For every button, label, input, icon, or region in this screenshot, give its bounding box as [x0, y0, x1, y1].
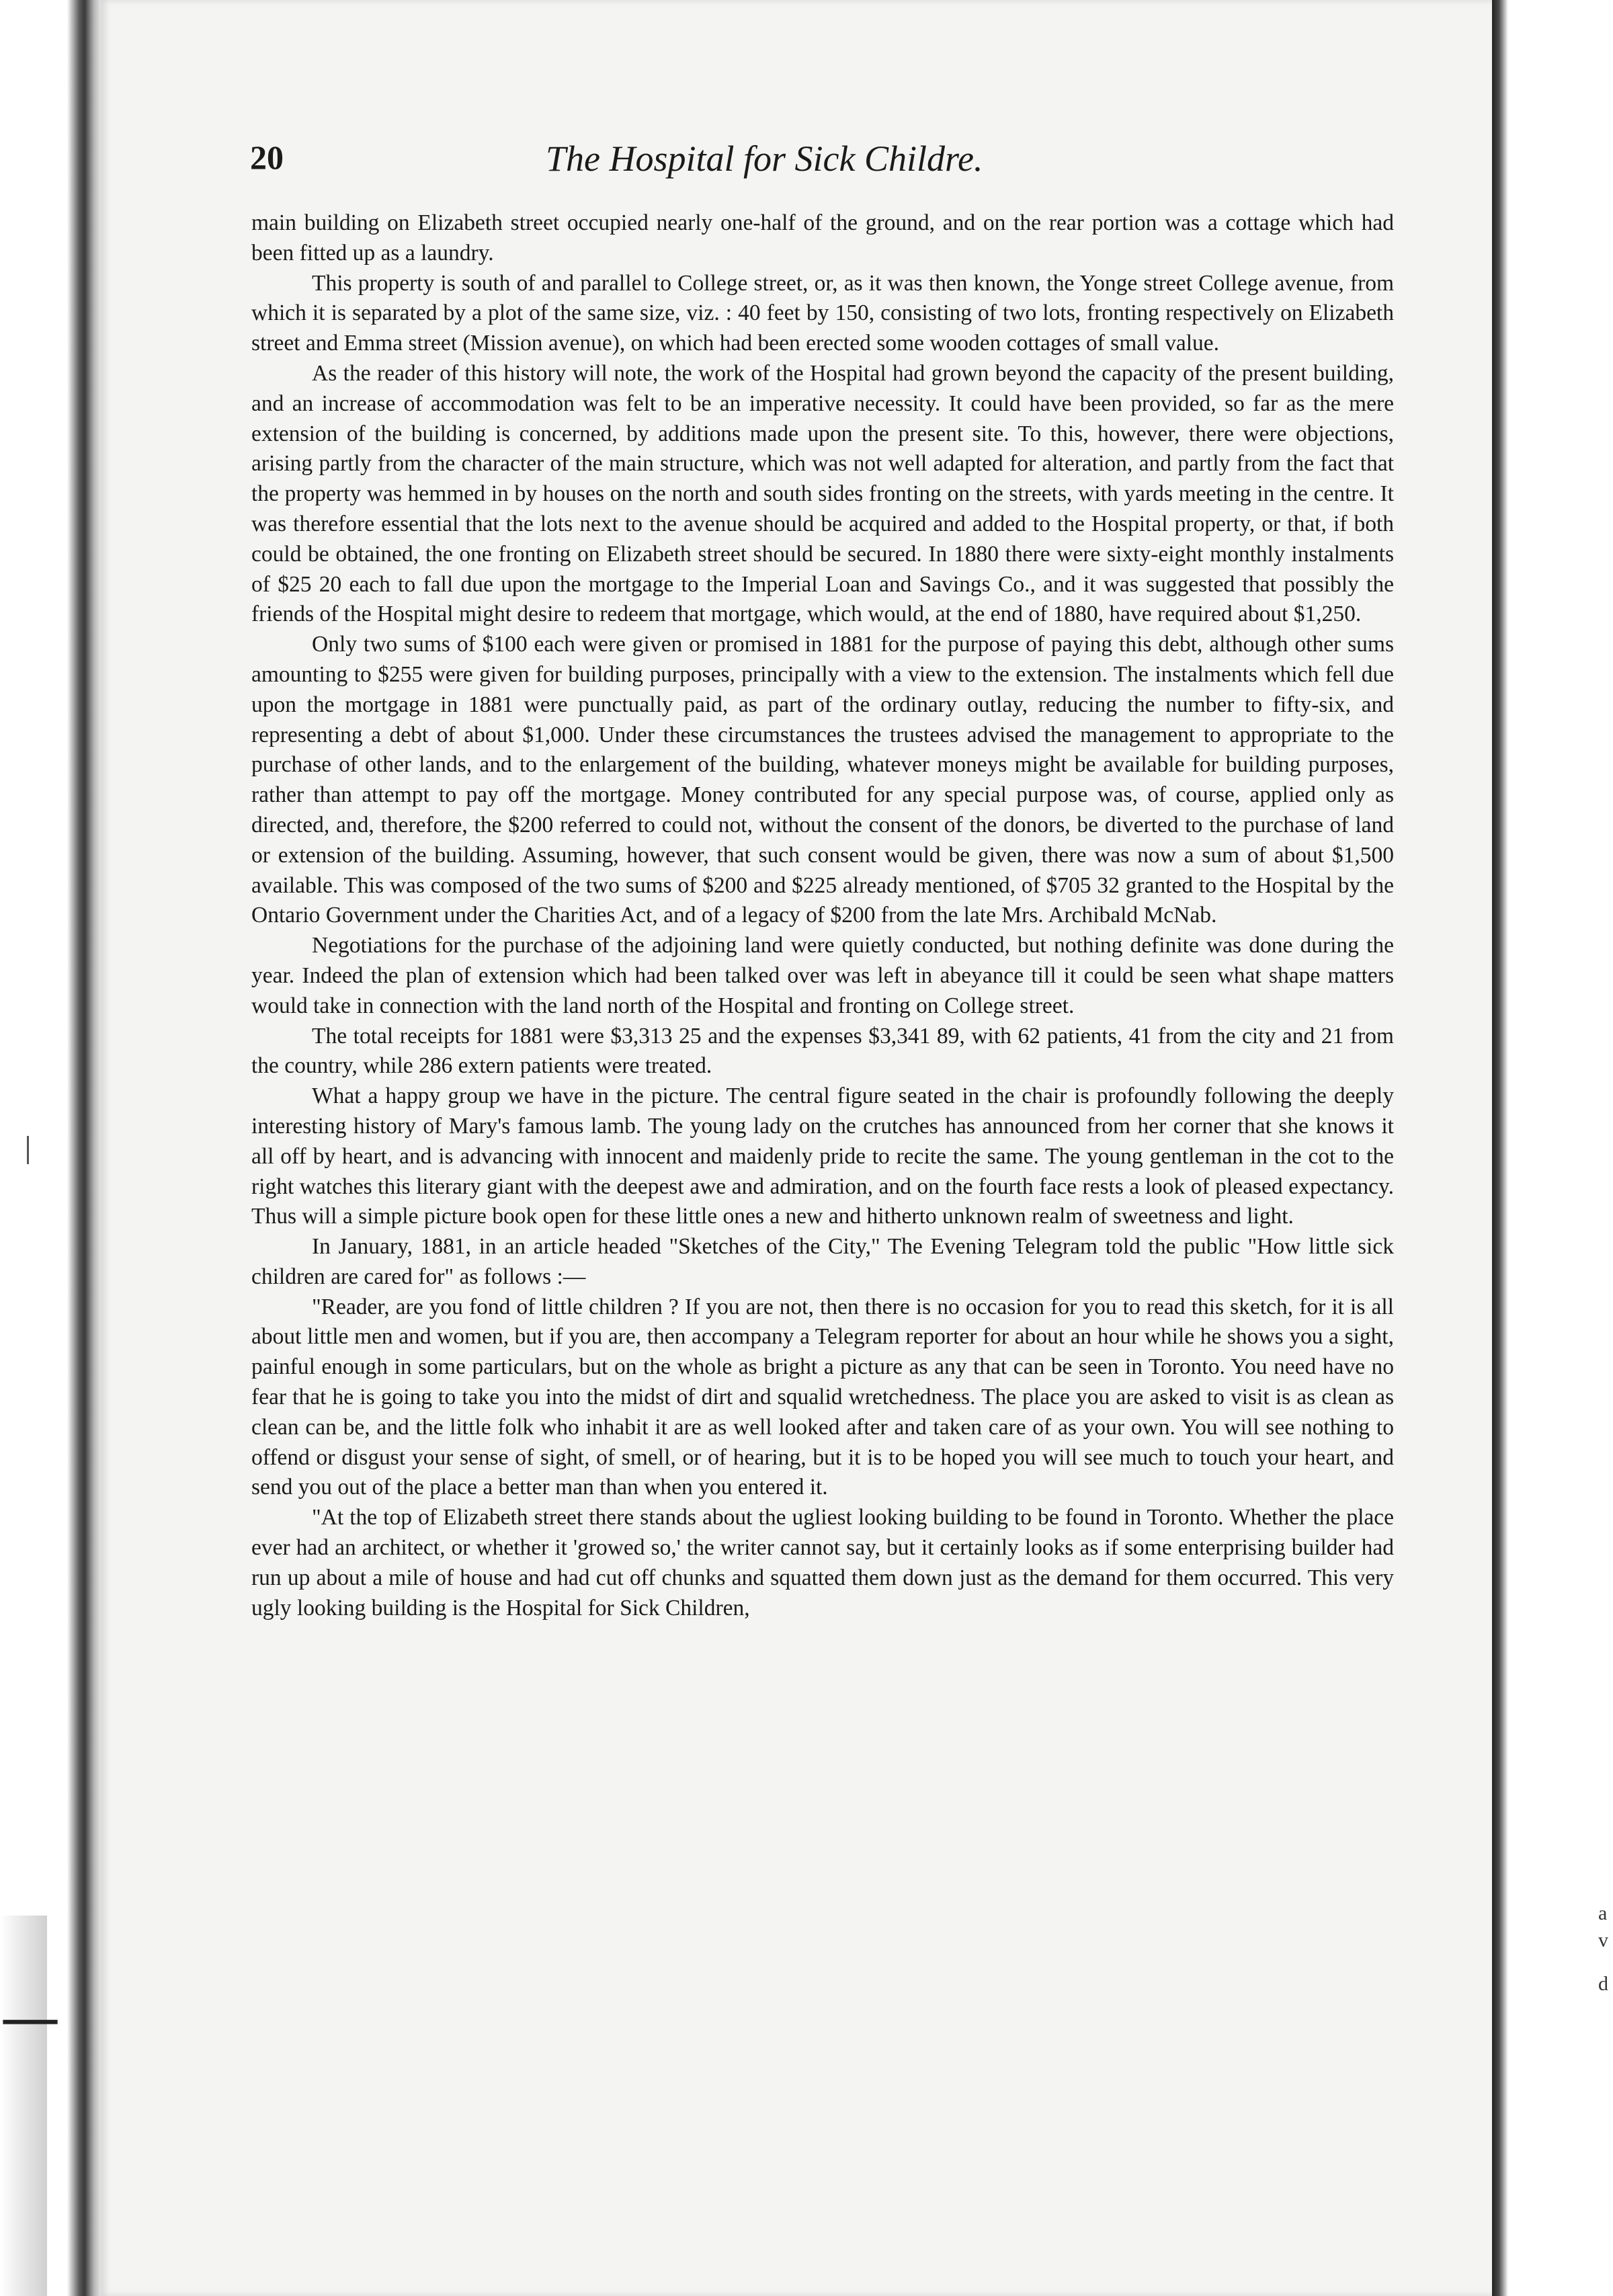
adjacent-page-strip [1492, 0, 1613, 2296]
paragraph-8: In January, 1881, in an article headed "Sketches of the City," The Evening Telegram told the public "How little sick children are cared for" as follows :— [251, 1234, 1394, 1289]
paragraph-3: As the reader of this history will note, the work of the Hospital had grown beyond the capacity of the present building, and an increase of accommodation was felt to be an imperative necessity. It could have been provided, so far as the mere extension of the building is concerned, by additions made upon the present site. To this, however, there were objections, arising partly from the character of the main structure, which was not well adapted for alteration, and partly from the fact that the property was hemmed in by houses on the north and south sides fronting on the streets, with yards meeting in the centre. It was therefore essential that the lots next to the avenue should be acquired and added to the Hospital property, or that, if both could be obtained, the one fronting on Elizabeth street should be secured. In 1880 there were sixty-eight monthly instalments of $25 20 each to fall due upon the mortgage to the Imperial Loan and Savings Co., and it was suggested that possibly the friends of the Hospital might desire to redeem that mortgage, which would, at the end of 1880, have required about $1,250. [251, 360, 1394, 627]
paragraph-10: "At the top of Elizabeth street there stands about the ugliest looking building to be found in Toronto. Whether the place ever had an architect, or whether it 'growed so,' the writer cannot say, but it certainly looks as if some enterprising builder had run up about a mile of house and had cut off chunks and squatted them down just as the demand for them occurred. This very ugly looking building is the Hospital for Sick Children, [251, 1505, 1394, 1621]
paragraph-7: What a happy group we have in the picture. The central figure seated in the chair is profoundly following the deeply interesting history of Mary's famous lamb. The young lady on the crutches has announced from her corner that she knows it all off by heart, and is advancing with innocent and maidenly pride to recite the same. The young gentleman in the cot to the right watches this literary giant with the deepest awe and admiration, and on the fourth face rests a look of pleased expectancy. Thus will a simple picture book open for these little ones a new and hitherto unknown realm of sweetness and light. [251, 1083, 1394, 1229]
body-text [251, 208, 1394, 1623]
adjacent-page-letter: v [1598, 1929, 1608, 1951]
paragraph-1: main building on Elizabeth street occupied nearly one-half of the ground, and on the rear portion was a cottage which had been fitted up as a laundry. [251, 210, 1394, 265]
page-number: 20 [250, 138, 284, 176]
running-title: The Hospital for Sick Childre. [546, 138, 983, 179]
running-header [250, 138, 1413, 192]
paragraph-2: This property is south of and parallel to College street, or, as it was then known, the Yonge street College avenue, from which it is separated by a plot of the same size, viz. : 40 feet by 150, consisting of two lots, fronting respectively on Elizabeth street and Emma street (Mission avenue), on which had been erected some wooden cottages of small value. [251, 270, 1394, 356]
binding-edge-shadow [0, 1916, 47, 2296]
margin-scribble: — [0, 1983, 60, 2053]
adjacent-page-letter: d [1598, 1973, 1608, 1995]
paragraph-9: "Reader, are you fond of little children ? If you are not, then there is no occasion for you to read this sketch, for it is all about little men and women, but if you are, then accompany a Telegram reporter for about an hour while he shows you a sight, painful enough in some particulars, but on the whole as bright a picture as any that can be seen in Toronto. You need have no fear that he is going to take you into the midst of dirt and squalid wretchedness. The place you are asked to visit is as clean as clean can be, and the little folk who inhabit it are as well looked after and taken care of as your own. You will see nothing to offend or disgust your sense of sight, of smell, or of hearing, but it is to be hoped you will see much to touch your heart, and send you out of the place a better man than when you entered it. [251, 1294, 1394, 1500]
paragraph-5: Negotiations for the purchase of the adjoining land were quietly conducted, but nothing definite was done during the year. Indeed the plan of extension which had been talked over was left in abeyance till it could be seen what shape matters would take in connection with the land north of the Hospital and fronting on College street. [251, 933, 1394, 1018]
paragraph-6: The total receipts for 1881 were $3,313 25 and the expenses $3,341 89, with 62 patients, 41 from the city and 21 from the country, while 286 extern patients were treated. [251, 1023, 1394, 1079]
margin-mark [27, 1136, 29, 1164]
adjacent-page-letter: a [1598, 1902, 1608, 1924]
paragraph-4: Only two sums of $100 each were given or promised in 1881 for the purpose of paying this debt, although other sums amounting to $255 were given for building purposes, principally with a view to the extension. The instalments which fell due upon the mortgage in 1881 were punctually paid, as part of the ordinary outlay, reducing the number to fifty-six, and representing a debt of about $1,000. Under these circumstances the trustees advised the management to appropriate to the purchase of other lands, and to the enlargement of the building, whatever moneys might be available for building purposes, rather than attempt to pay off the mortgage. Money contributed for any special purpose was, of course, applied only as directed, and, therefore, the $200 referred to could not, without the consent of the donors, be diverted to the purchase of land or extension of the building. Assuming, however, that such consent would be given, there was now a sum of about $1,500 available. This was composed of the two sums of $200 and $225 already mentioned, of $705 32 granted to the Hospital by the Ontario Government under the Charities Act, and of a legacy of $200 from the late Mrs. Archibald McNab. [251, 632, 1394, 928]
